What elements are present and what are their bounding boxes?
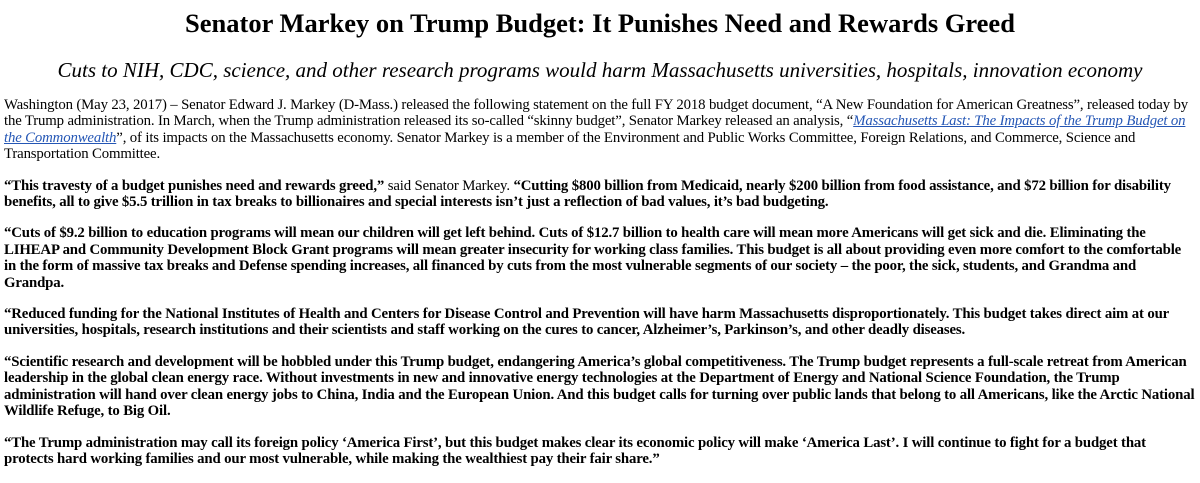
quote-paragraph-2: “Cuts of $9.2 billion to education programs will mean our children will get left behind. Cuts of $12.7 billion to health care will mean more Americans will get sick and die. Eliminating the LIHEAP and Community Development Block Grant programs will mean greater insecurity for working class families. This budget is all about providing even more comfort to the comfortable in the form of massive tax breaks and Defense spending increases, all financed by cuts from the most vulnerable segments of our society – the poor, the sick, students, and Grandma and Grandpa.: [4, 225, 1182, 291]
page-title: Senator Markey on Trump Budget: It Punishes Need and Rewards Greed: [185, 8, 1015, 38]
intro-paragraph: [4, 97, 1196, 163]
quote-paragraph-3: “Reduced funding for the National Institutes of Health and Centers for Disease Control and Prevention will have harm Massachusetts disproportionately. This budget takes direct aim at our universities, hospitals, research institutions and their scientists and staff working on the cures to cancer, Alzheimer’s, Parkinson’s, and other deadly diseases.: [4, 306, 1169, 339]
intro-text-after-link: ”, of its impacts on the Massachusetts economy. Senator Markey is a member of the Environment and Public Works Committee, Foreign Relations, and Commerce, Science and Transportation Committee.: [4, 129, 1136, 163]
quote-lead: “This travesty of a budget punishes need and rewards greed,”: [4, 177, 385, 194]
press-release-body: [4, 97, 1196, 467]
quote-paragraph-5: “The Trump administration may call its foreign policy ‘America First’, but this budget makes clear its economic policy will make ‘America Last’. I will continue to fight for a budget that protects hard working families and our most vulnerable, while making the wealthiest pay their fair share.”: [4, 434, 1146, 467]
quote-paragraph-4: “Scientific research and development will be hobbled under this Trump budget, endangering America’s global competitiveness. The Trump budget represents a full-scale retreat from American leadership in the global clean energy race. Without investments in new and innovative energy technologies at the Department of Energy and National Science Foundation, the Trump administration will hand over clean energy jobs to China, India and the European Union. And this budget calls for turning over public lands that belong to all Americans, like the Arctic National Wildlife Refuge, to Big Oil.: [4, 353, 1195, 420]
quote-paragraph-1: [4, 178, 1196, 211]
report-link[interactable]: Massachusetts Last: The Impacts of the Trump Budget on the Commonwealth: [4, 113, 1186, 146]
quote-continuation: “Cutting $800 billion from Medicaid, nearly $200 billion from food assistance, and $72 billion for disability benefits, all to give $5.5 trillion in tax breaks to billionaires and special interests isn’t just a reflection of bad values, it’s bad budgeting.: [4, 177, 1171, 211]
intro-text-before-link: Washington (May 23, 2017) – Senator Edward J. Markey (D-Mass.) released the following statement on the full FY 2018 budget document, “A New Foundation for American Greatness”, released today by the Trump administration. In March, when the Trump administration released its so-called “skinny budget”, Senator Markey released an analysis, “: [4, 97, 1189, 130]
quote-attribution: said Senator Markey.: [384, 177, 514, 194]
page-subtitle: Cuts to NIH, CDC, science, and other research programs would harm Massachusetts universities, hospitals, innovation economy: [57, 58, 1143, 82]
